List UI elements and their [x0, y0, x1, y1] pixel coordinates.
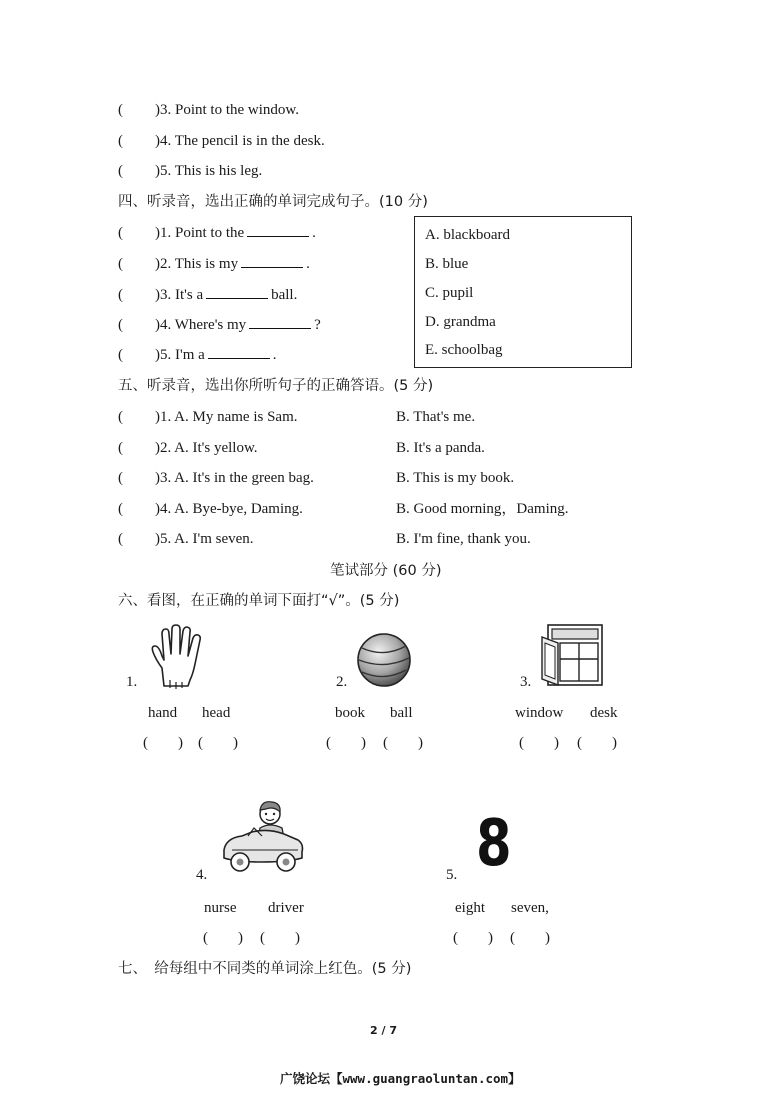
answer-paren[interactable]: (	[118, 256, 123, 272]
question-text: )3. It's a	[155, 287, 204, 303]
answer-blank[interactable]	[247, 224, 309, 237]
option-b: B. This is my book.	[396, 470, 515, 486]
tick-paren[interactable]: ( )	[143, 735, 183, 751]
answer-paren[interactable]: (	[118, 133, 123, 149]
tick-paren[interactable]: ( )	[510, 930, 550, 946]
option-b: B. Good morning，Daming.	[396, 501, 569, 517]
answer-blank[interactable]	[241, 255, 303, 268]
item-number: 2.	[336, 674, 348, 690]
item-number: 1.	[126, 674, 138, 690]
option-b: B. It's a panda.	[396, 440, 485, 456]
answer-paren[interactable]: (	[118, 287, 123, 303]
answer-blank[interactable]	[249, 316, 311, 329]
word-choice: head	[202, 705, 231, 721]
question-line	[118, 101, 300, 119]
tick-paren[interactable]: ( )	[519, 735, 559, 751]
answer-paren[interactable]: (	[118, 440, 123, 456]
response-question	[118, 439, 485, 457]
number-eight-icon: 8	[476, 807, 512, 881]
window-icon	[540, 623, 606, 689]
word-option: C. pupil	[425, 285, 474, 301]
item-number: 3.	[520, 674, 532, 690]
answer-blank[interactable]	[208, 346, 270, 359]
answer-paren[interactable]: (	[118, 225, 123, 241]
question-line	[118, 132, 325, 150]
word-option: A. blackboard	[425, 227, 510, 243]
option-a: )2. A. It's yellow.	[155, 440, 258, 456]
response-question	[118, 500, 569, 518]
answer-blank[interactable]	[206, 286, 268, 299]
question-text-end: ?	[314, 317, 321, 333]
answer-paren[interactable]: (	[118, 470, 123, 486]
section-heading: 五、听录音，选出你所听句子的正确答语。(5 分)	[118, 378, 434, 394]
question-text: )3. Point to the window.	[155, 102, 300, 118]
answer-paren[interactable]: (	[118, 501, 123, 517]
answer-paren[interactable]: (	[118, 317, 123, 333]
word-choice: eight	[455, 900, 485, 916]
fill-question	[118, 346, 277, 364]
option-b: B. I'm fine, thank you.	[396, 531, 531, 547]
question-text-end: .	[272, 347, 277, 363]
response-question	[118, 530, 531, 548]
fill-question	[118, 224, 316, 242]
fill-question	[118, 255, 310, 273]
tick-paren[interactable]: ( )	[260, 930, 300, 946]
tick-paren[interactable]: ( )	[383, 735, 423, 751]
response-question	[118, 408, 476, 426]
option-a: )3. A. It's in the green bag.	[155, 470, 314, 486]
fill-question	[118, 316, 321, 334]
ball-icon	[356, 632, 412, 688]
word-options-box	[414, 216, 632, 368]
tick-paren[interactable]: ( )	[326, 735, 366, 751]
tick-paren[interactable]: ( )	[453, 930, 493, 946]
word-option: E. schoolbag	[425, 342, 503, 358]
word-choice: seven,	[511, 900, 549, 916]
item-number: 4.	[196, 867, 208, 883]
question-text-end: ball.	[271, 287, 298, 303]
fill-question	[118, 286, 298, 304]
answer-paren[interactable]: (	[118, 163, 123, 179]
word-choice: nurse	[204, 900, 237, 916]
question-text: )1. Point to the	[155, 225, 245, 241]
footer-watermark: 广饶论坛【www.guangraoluntan.com】	[280, 1071, 521, 1086]
word-option: B. blue	[425, 256, 469, 272]
tick-paren[interactable]: ( )	[577, 735, 617, 751]
section-heading: 六、看图，在正确的单词下面打“√”。(5 分)	[118, 593, 400, 609]
response-question	[118, 469, 515, 487]
question-text-end: .	[306, 256, 310, 272]
item-number: 5.	[446, 867, 458, 883]
car-driver-icon	[218, 800, 306, 876]
word-option: D. grandma	[425, 314, 496, 330]
question-line	[118, 162, 263, 180]
written-part-title: 笔试部分 (60 分)	[330, 563, 442, 579]
answer-paren[interactable]: (	[118, 531, 123, 547]
option-a: )1. A. My name is Sam.	[155, 409, 298, 425]
option-b: B. That's me.	[396, 409, 476, 425]
tick-paren[interactable]: ( )	[203, 930, 243, 946]
word-choice: book	[335, 705, 365, 721]
section-heading: 四、听录音，选出正确的单词完成句子。(10 分)	[118, 194, 428, 210]
answer-paren[interactable]: (	[118, 409, 123, 425]
answer-paren[interactable]: (	[118, 102, 123, 118]
option-a: )5. A. I'm seven.	[155, 531, 254, 547]
hand-icon	[150, 624, 206, 690]
word-choice: driver	[268, 900, 304, 916]
question-text: )5. I'm a	[155, 347, 205, 363]
section-heading: 七、 给每组中不同类的单词涂上红色。(5 分)	[118, 961, 412, 977]
page-number: 2 / 7	[370, 1024, 397, 1037]
word-choice: ball	[390, 705, 413, 721]
tick-paren[interactable]: ( )	[198, 735, 238, 751]
question-text-end: .	[312, 225, 316, 241]
word-choice: hand	[148, 705, 178, 721]
question-text: )2. This is my	[155, 256, 239, 272]
question-text: )4. The pencil is in the desk.	[155, 133, 325, 149]
question-text: )4. Where's my	[155, 317, 247, 333]
word-choice: window	[515, 705, 564, 721]
answer-paren[interactable]: (	[118, 347, 123, 363]
option-a: )4. A. Bye-bye, Daming.	[155, 501, 303, 517]
question-text: )5. This is his leg.	[155, 163, 263, 179]
word-choice: desk	[590, 705, 618, 721]
